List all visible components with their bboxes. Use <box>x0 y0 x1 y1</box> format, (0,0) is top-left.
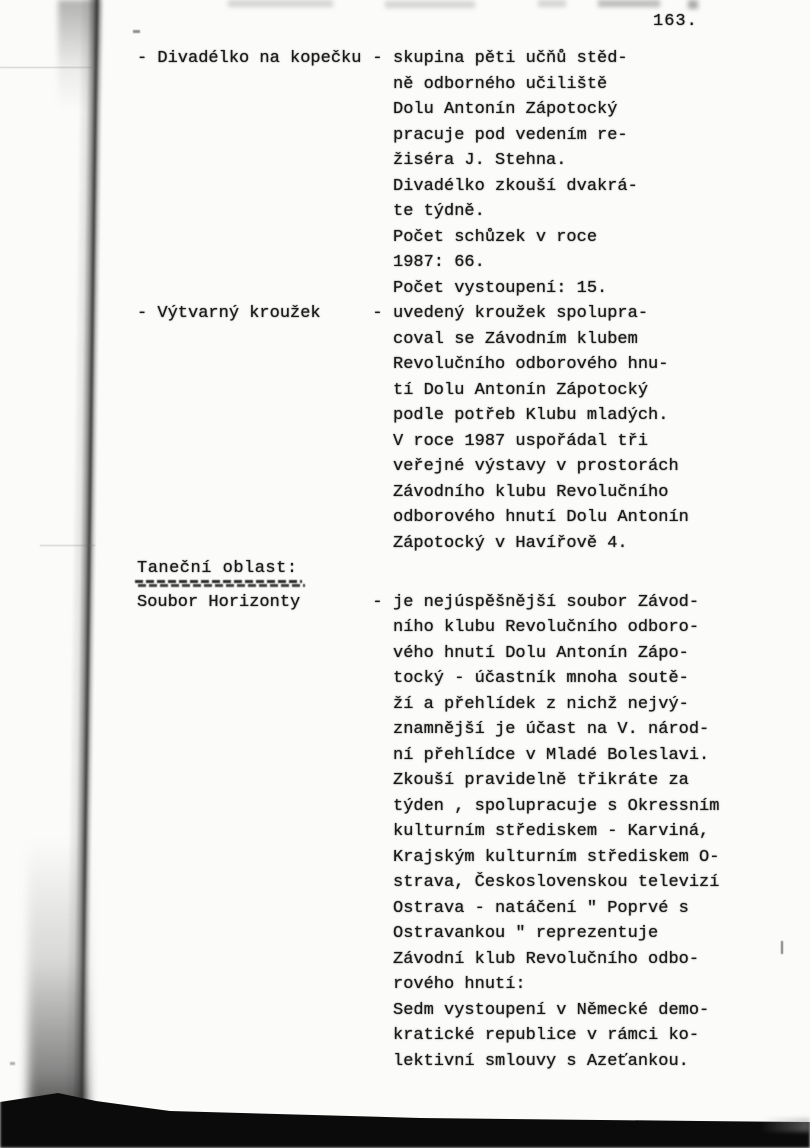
text-line: tocký - účastník mnoha soutě- <box>393 669 689 688</box>
document-body <box>137 46 777 1074</box>
section-heading-text: Taneční oblast: <box>137 556 298 582</box>
scan-bottom-edge-fade <box>760 1118 810 1132</box>
entry-description <box>393 46 777 301</box>
text-line: ní přehlídce v Mladé Boleslavi. <box>393 745 710 765</box>
scan-speck <box>781 941 783 954</box>
directory-entry <box>137 46 777 301</box>
section-heading <box>137 556 777 582</box>
text-line: 1987: 66. <box>393 253 485 272</box>
text-line: Dolu Antonín Zápotocký <box>393 100 618 119</box>
directory-entry <box>137 301 777 556</box>
entry-separator: - <box>372 592 383 612</box>
text-line: Počet schůzek v roce <box>393 227 598 247</box>
text-line: Závodní klub Revolučního odbo- <box>393 949 700 969</box>
entry-description <box>393 590 777 1075</box>
scan-top-smudge <box>228 0 333 7</box>
text-line: je nejúspěšnější soubor Závod- <box>393 592 700 612</box>
text-line: týden , spolupracuje s Okressním <box>393 796 720 816</box>
text-line: rového hnutí: <box>393 975 526 994</box>
page-number: 163. <box>653 12 698 31</box>
directory-entry <box>137 590 777 1075</box>
text-line: podle potřeb Klubu mladých. <box>393 406 669 425</box>
scan-top-smudge <box>688 0 698 9</box>
text-line: kulturním střediskem - Karviná, <box>393 822 710 841</box>
text-line: uvedený kroužek spolupra- <box>393 304 649 323</box>
text-line: skupina pěti učňů stěd- <box>393 49 628 68</box>
entry-separator: - <box>372 304 383 323</box>
text-line: V roce 1987 uspořádal tři <box>393 431 649 451</box>
scan-top-smudge <box>385 1 475 8</box>
text-line: žiséra J. Stehna. <box>393 151 567 170</box>
text-line: ží a přehlídek z nichž nejvý- <box>393 694 689 714</box>
text-line: znamnější je účast na V. národ- <box>393 720 710 739</box>
text-line: Závodního klubu Revolučního <box>393 482 669 502</box>
text-line: Divadélko zkouší dvakrá- <box>393 176 638 196</box>
scan-scratch <box>40 545 95 546</box>
scan-speck <box>10 1062 15 1065</box>
entry-list-after-heading <box>137 590 777 1075</box>
scan-scratch <box>0 67 96 68</box>
scan-fold-bottom-smudge <box>28 840 88 1110</box>
entry-label: - Výtvarný kroužek <box>137 304 321 323</box>
entry-separator: - <box>372 49 383 68</box>
text-line: pracuje pod vedením re- <box>393 125 628 145</box>
entry-label: - Divadélko na kopečku <box>137 49 362 68</box>
scan-top-smudge <box>598 0 660 7</box>
scan-top-smudge <box>538 0 566 7</box>
text-line: Sedm vystoupení v Německé demo- <box>393 1000 710 1020</box>
text-line: tí Dolu Antonín Zápotocký <box>393 380 649 400</box>
text-line: vého hnutí Dolu Antonín Zápo- <box>393 643 689 663</box>
text-line: odborového hnutí Dolu Antonín <box>393 508 689 527</box>
text-line: Zkouší pravidelně třikráte za <box>393 771 689 790</box>
text-line: ně odborného učiliště <box>393 74 608 94</box>
text-line: strava, Československou televizí <box>393 873 720 892</box>
text-line: kratické republice v rámci ko- <box>393 1026 700 1045</box>
text-line: Ostravankou " reprezentuje <box>393 924 659 943</box>
entry-label: Soubor Horizonty <box>137 592 301 612</box>
scan-speck <box>133 30 140 33</box>
text-line: Ostrava - natáčení " Poprvé s <box>393 898 689 918</box>
text-line: ního klubu Revolučního odboro- <box>393 618 700 637</box>
text-line: lektivní smlouvy s Azeťankou. <box>393 1051 689 1071</box>
text-line: veřejné výstavy v prostorách <box>393 457 679 476</box>
text-line: Revolučního odborového hnu- <box>393 355 669 374</box>
text-line: Zápotocký v Havířově 4. <box>393 533 628 553</box>
text-line: te týdně. <box>393 202 485 221</box>
text-line: coval se Závodním klubem <box>393 329 638 349</box>
entry-list <box>137 46 777 556</box>
text-line: Počet vystoupení: 15. <box>393 278 608 298</box>
entry-description <box>393 301 777 556</box>
text-line: Krajským kulturním střediskem O- <box>393 847 720 867</box>
